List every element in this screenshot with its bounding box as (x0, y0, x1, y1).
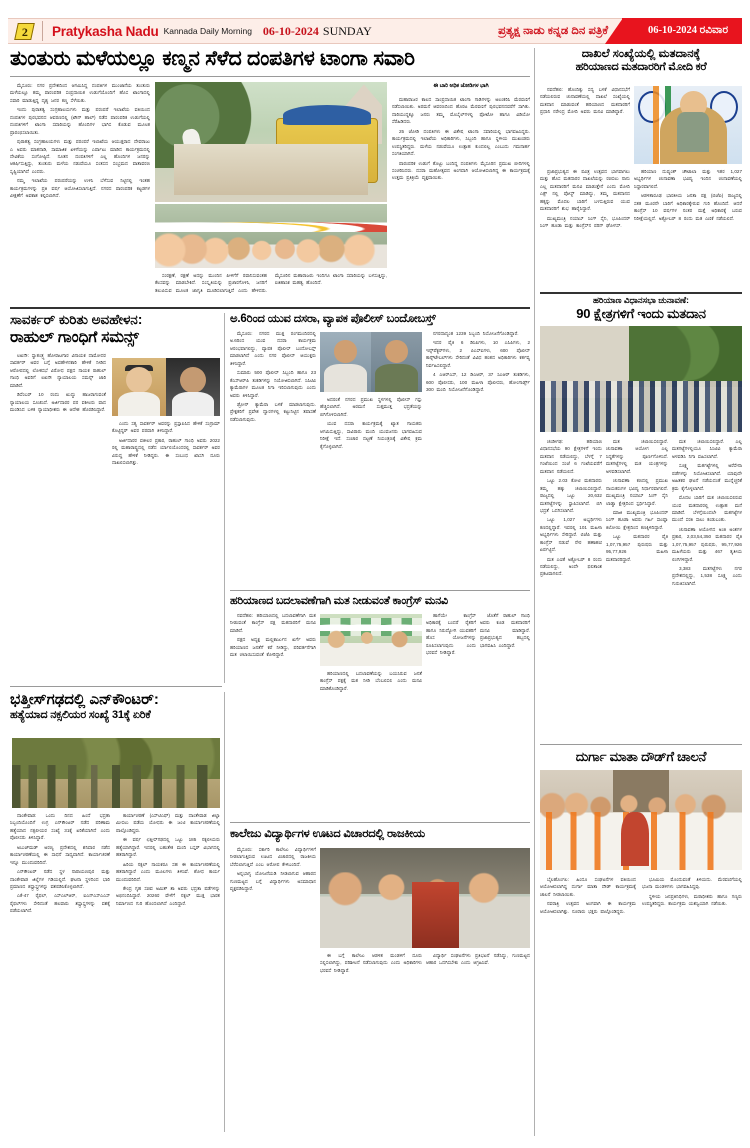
officer-2 (371, 332, 422, 392)
congress-col4 (480, 612, 530, 727)
crowd-row (155, 223, 387, 268)
paragraph: ಕೇಂದ್ರ ಗೃಹ ಸಚಿವ ಅಮಿತ್ ಶಾ ಅವರು ಭದ್ರತಾ ಪಡೆಗಳನ್ನು ಅಭಿನಂದಿಸಿದ್ದಾರೆ. 2026ರ ವೇಳೆಗೆ ನಕ್ಸಲ್ ಮುಕ್ತ ಭಾರತ ನಿರ್ಮಾಣದ ಗುರಿ ಹೊಂದಲಾಗಿದೆ ಎಂದಿದ್ದಾರೆ. (116, 885, 220, 906)
paper-tagline: Kannada Daily Morning (163, 26, 252, 36)
section-rule-4 (10, 686, 222, 687)
face-shape (385, 340, 407, 362)
paragraph: 4 ಎಆರ್‌ಎಸ್, 12 ಡಿಎಆರ್, 37 ಸಿಎಆರ್ ತುಕಡಿಗಳು, 600 ಪೊಲೀಸರು, 100 ಮಹಿಳಾ ಪೊಲೀಸರು, ಹೋಂಗಾರ್ಡ್ಸ್ 300 ಮಂದಿ ನಿಯೋಜನೆಗೊಂಡಿದ್ದಾರೆ. (426, 372, 530, 393)
rahul-portrait (166, 358, 220, 416)
encounter-headline: ಹತ್ಯೆಯಾದ ನಕ್ಸಲಿಯರ ಸಂಖ್ಯೆ 31ಕ್ಕೆ ಏರಿಕೆ (10, 709, 151, 721)
durga-procession-photo (540, 770, 742, 870)
paragraph: ಬೈಲಹೊಂಗಲ: ಹಿಂದೂ ಸಂಘಟನೆಗಳ ವತಿಯಿಂದ ಆಯೋಜಿಸಲಾಗಿದ್ದ ದುರ್ಗಾ ಮಾತಾ ದೌಡ್ ಕಾರ್ಯಕ್ರಮಕ್ಕೆ ಚಾಲನೆ ನೀಡಲಾಯಿತು. (540, 877, 636, 897)
masthead-date-tab: 06-10-2024 ರವಿವಾರ (622, 18, 742, 44)
paragraph: ಎನ್‌ಕೌಂಟರ್ ನಡೆದ ಸ್ಥಳ ನಾರಾಯಣಪುರ ಮತ್ತು ದಾಂತೇವಾಡ ಜಿಲ್ಲೆಗಳ ಗಡಿಯಲ್ಲಿದೆ. ಘಟನಾ ಸ್ಥಳದಿಂದ ಭಾರಿ ಪ್ರಮಾಣದ ಶಸ್ತ್ರಾಸ್ತ್ರಗಳನ್ನು ವಶಪಡಿಸಿಕೊಳ್ಳಲಾಗಿದೆ. (10, 869, 110, 889)
col-divider-1 (534, 48, 535, 304)
paragraph: ನವರಾತ್ರಿ ಉತ್ಸವದ ಅಂಗವಾಗಿ ಈ ಕಾರ್ಯಕ್ರಮ ಆಯೋಜಿಸಲಾಗಿತ್ತು. ನೂರಾರು ಭಕ್ತರು ಪಾಲ್ಗೊಂಡಿದ್ದರು. (540, 901, 636, 914)
masthead (8, 18, 742, 44)
col-divider-3 (224, 692, 225, 1132)
paragraph: ಅಬುಜ್‌ಮಡ್ ಅರಣ್ಯ ಪ್ರದೇಶದಲ್ಲಿ ಶನಿವಾರ ನಡೆದ ಕಾರ್ಯಾಚರಣೆಯಲ್ಲಿ ಈ ಸಾಧನೆ ಸಾಧ್ಯವಾಗಿದೆ. ಕಾರ್ಯಾಚರಣೆ ಇನ್ನೂ ಮುಂದುವರಿದಿದೆ. (10, 844, 110, 865)
section-rule-1 (10, 307, 530, 309)
paragraph: ಯುವ ದಸರಾ ಕಾರ್ಯಕ್ರಮಕ್ಕೆ ಖ್ಯಾತ ಗಾಯಕರು ಆಗಮಿಸುತ್ತಿದ್ದು, ಸಾವಿರಾರು ಮಂದಿ ಯುವಜನರು ಭಾಗವಹಿಸುವ ನಿರೀಕ್ಷೆ ಇದೆ. ಸಂಚಾರ ದಟ್ಟಣೆ ನಿಯಂತ್ರಣಕ್ಕೆ ವಿಶೇಷ ಕ್ರಮ ಕೈಗೊಳ್ಳಲಾಗಿದೆ. (320, 421, 422, 449)
savarkar-portrait (112, 358, 166, 416)
wheel-right (341, 157, 367, 187)
congress-headline: ಹರಿಯಾಣದ ಬದಲಾವಣೆಗಾಗಿ ಮತ ನೀಡುವಂತೆ ಕಾಂಗ್ರೆಸ್ ಮನವಿ (230, 595, 448, 607)
face-shape (180, 367, 206, 393)
paragraph: ಕಾರ್ಯಾಚರಣೆ (ಎಸ್‌ಟಿಎಫ್) ಮತ್ತು ದಾಂತೇವಾಡ ಜಿಲ್ಲಾ ಮೀಸಲು ಪಡೆಯ ಯೋಧರು ಈ ಜಂಟಿ ಕಾರ್ಯಾಚರಣೆಯಲ್ಲಿ ಪಾಲ್ಗೊಂಡಿದ್ದರು. (116, 813, 220, 833)
crowd-photo (155, 204, 387, 268)
paragraph: ಹರಿಯಾಣದಲ್ಲಿ ಬದಲಾವಣೆಯನ್ನು ಬಯಸಿರುವ ಜನತೆ ಕಾಂಗ್ರೆಸ್ ಪಕ್ಷಕ್ಕೆ ಮತ ನೀಡಿ ಬೆಂಬಲಿಸಲಿ ಎಂದು ಮನವಿ ಮಾಡಿಕೊಂಡಿದ್ದಾರೆ. (320, 671, 422, 691)
students-headline: ಕಾಲೇಜು ವಿದ್ಯಾರ್ಥಿಗಳ ಊಟದ ವಿಚಾರದಲ್ಲಿ ರಾಜಕೀಯ (230, 828, 426, 840)
students-meal-photo (320, 848, 530, 948)
dasara-col3 (426, 330, 530, 585)
soldiers-shape (12, 765, 220, 808)
congress-col3 (426, 612, 476, 727)
paragraph: ಪಾರಂಪರಿಕ ಉಡುಗೆ ತೊಟ್ಟು ಬಂದಿದ್ದ ದಂಪತಿಗಳು ಮೈಸೂರಿನ ಪ್ರಮುಖ ಬೀದಿಗಳಲ್ಲಿ ಸಂಚರಿಸಿದರು. ದಸರಾ ಮಹೋತ್ಸವದ ಅಂಗವಾಗಿ ಆಯೋಜಿಸಲಾಗಿದ್ದ ಈ ಕಾರ್ಯಕ್ರಮಕ್ಕೆ ಉತ್ತಮ ಪ್ರತಿಕ್ರಿಯೆ ವ್ಯಕ್ತವಾಯಿತು. (392, 160, 530, 181)
paragraph: ಮೊದಲ ಬಾರಿಗೆ ಮತ ಚಲಾಯಿಸಲಿರುವ ಯುವ ಮತದಾರರಲ್ಲಿ ಉತ್ಸಾಹ ಮನೆ ಮಾಡಿದೆ. ಬೆಳಗ್ಗೆಯಿಂದಲೇ ಮತಗಟ್ಟೆಗಳ ಮುಂದೆ ಸರತಿ ಸಾಲು ಕಂಡುಬಂತು. (672, 495, 742, 523)
durga-col1 (540, 876, 636, 1132)
paragraph: ನಗರದಾದ್ಯಂತ 1239 ಸಿಬ್ಬಂದಿ ನಿಯೋಜನೆಗೊಂಡಿದ್ದಾರೆ. (433, 331, 519, 336)
modi-kicker: ದಾಖಲೆ ಸಂಖ್ಯೆಯಲ್ಲಿ ಮತದಾನಕ್ಕೆ (581, 48, 701, 60)
section-rule-2 (540, 292, 742, 294)
paragraph: ಆಡಳಿತಾರೂಢ ಭಾರತೀಯ ಜನತಾ ಪಕ್ಷ (ಬಿಜೆಪಿ) ರಾಜ್ಯದಲ್ಲಿ ಸತತ ಮೂರನೇ ಬಾರಿಗೆ ಅಧಿಕಾರಕ್ಕೇರುವ ಗುರಿ ಹೊಂದಿದೆ. ಆದರೆ ಕಾಂಗ್ರೆಸ್ 10 ವರ್ಷಗಳ ನಂತರ ಮತ್ತೆ ಅಧಿಕಾರಕ್ಕೆ ಬರುವ ನಿರೀಕ್ಷೆಯಲ್ಲಿದೆ. ಅಕ್ಟೋಬರ್ 8 ರಂದು ಮತ ಎಣಿಕೆ ನಡೆಯಲಿದೆ. (634, 193, 742, 221)
paragraph: ಅದರಂತೆ ನಗರದ ಪ್ರಮುಖ ಸ್ಥಳಗಳಲ್ಲಿ ಪೊಲೀಸ್ ಗಸ್ತು ಹೆಚ್ಚಿಸಲಾಗಿದೆ. ಅರಮನೆ ಸುತ್ತಮುತ್ತ ಭದ್ರತೆಯನ್ನು ಬಿಗಿಗೊಳಿಸಲಾಗಿದೆ. (320, 397, 422, 417)
paragraph: ಚುನಾವಣಾ ಆಯೋಗದ ಅಂಕಿ ಅಂಶಗಳ ಪ್ರಕಾರ, 2,03,54,350 ಮತದಾರರ ಪೈಕಿ 1,07,75,957 ಪುರುಷರು, 95,77,926 ಮಹಿಳೆಯರು ಮತ್ತು 467 ತೃತೀಯ ಲಿಂಗಿಗಳಿದ್ದಾರೆ. (672, 526, 742, 562)
page-number-badge (8, 18, 40, 44)
durga-headline: ದುರ್ಗಾ ಮಾತಾ ದೌಡ್‌ಗೆ ಚಾಲನೆ (575, 749, 707, 764)
lead-rule (10, 76, 530, 77)
section-rule-3 (230, 590, 530, 591)
paragraph: ಚಂಡೀಗಢ: ಹರಿಯಾಣ ವಿಧಾನಸಭೆಯ 90 ಕ್ಷೇತ್ರಗಳಿಗೆ ಇಂದು ಮತದಾನ ನಡೆಯಲಿದ್ದು, ಬೆಳಗ್ಗೆ 7 ಗಂಟೆಯಿಂದ ಸಂಜೆ 6 ಗಂಟೆಯವರೆಗೆ ಮತದಾನ ನಡೆಯಲಿದೆ. (540, 439, 602, 474)
haryana-col1 (540, 438, 602, 738)
congress-leaders-photo (320, 614, 422, 666)
paragraph: ನವದೆಹಲಿ: ಹೊಂದಿಕ್ಕು ಸದ್ಯ ಬಳಕೆ ವಿಧಾನಸಭೆಗೆ ನಡೆಯಲಿರುವ ಚುನಾವಣೆಯಲ್ಲಿ ದಾಖಲೆ ಸಂಖ್ಯೆಯಲ್ಲಿ ಮತದಾನ ಮಾಡುವಂತೆ ಹರಿಯಾಣದ ಮತದಾರರಿಗೆ ಪ್ರಧಾನಿ ನರೇಂದ್ರ ಮೋದಿ ಅವರು ಮನವಿ ಮಾಡಿದ್ದಾರೆ. (540, 87, 630, 115)
paragraph: ಪಕ್ಷದ ಅಧ್ಯಕ್ಷ ಮಲ್ಲಿಕಾರ್ಜುನ ಖರ್ಗೆ ಅವರು ಹರಿಯಾಣದ ಜನತೆಗೆ ಕರೆ ನೀಡಿದ್ದು, ಪರಿವರ್ತನೆಗಾಗಿ ಮತ ಚಲಾಯಿಸುವಂತೆ ಕೋರಿದ್ದಾರೆ. (230, 637, 316, 658)
masthead-divider (42, 21, 43, 41)
face-shape (126, 367, 152, 393)
durga-col2 (642, 876, 742, 1132)
savarkar-headline: ರಾಹುಲ್ ಗಾಂಧಿಗೆ ಸಮನ್ಸ್ (10, 329, 139, 346)
tonga-ride-photo (155, 82, 387, 202)
paragraph: ಸುಮಾರು 500 ಪೊಲೀಸ್ ಸಿಬ್ಬಂದಿ ಹಾಗೂ 23 ಕೆಎಸ್ಆರ್‌ಪಿ ತುಕಡಿಗಳನ್ನು ನಿಯೋಜಿಸಲಾಗಿದೆ. ಸಿಸಿಟಿವಿ ಕ್ಯಾಮೆರಾಗಳ ಮೂಲಕ ನಿಗಾ ಇರಿಸಲಾಗುವುದು ಎಂದು ಅವರು ತಿಳಿಸಿದ್ದಾರೆ. (230, 370, 316, 398)
paragraph: ಹಿರಿಯ ನಕ್ಸಲ್ ನಾಯಕರೂ ಸಹ ಈ ಕಾರ್ಯಾಚರಣೆಯಲ್ಲಿ ಹತರಾಗಿದ್ದಾರೆ ಎಂದು ಮೂಲಗಳು ತಿಳಿಸಿವೆ. ಶೋಧ ಕಾರ್ಯ ಮುಂದುವರಿದಿದೆ. (116, 861, 220, 882)
paragraph: ಒಟ್ಟು ಮತದಾರರ ಪೈಕಿ 1,07,75,957 ಪುರುಷರು ಮತ್ತು 95,77,926 ಮಹಿಳಾ ಮತದಾರರಿದ್ದಾರೆ. (606, 534, 668, 562)
paragraph: ಎಂದು ಸತ್ಯ ಸಾವರ್ಕರ್ ಅವರನ್ನು ಪ್ರಸ್ತಾಪಿಸಿದ ಹೇಳಿಕೆ ಸಂಗ್ರಾಮ್ ಕೊಟ್ಟಿದ್ದರ್ ಅವರ ಪರವಾಗಿ ತಿಳಿಸಿದ್ದಾರೆ. (112, 421, 220, 434)
paragraph: ಮತ ಚಲಾಯಿಸಲಿದ್ದಾರೆ. ಎಲ್ಲ ಮತಗಟ್ಟೆಗಳಲ್ಲಿಯೂ ಸಿಸಿಟಿವಿ ಕ್ಯಾಮೆರಾ ಅಳವಡಿಸಿ ನಿಗಾ ವಹಿಸಲಾಗಿದೆ. (672, 439, 742, 459)
dasara-col2 (320, 396, 422, 586)
paragraph: ಮೈಸೂರು: ನಗರ ಪ್ರದೇಶದಿಂದ ಆಗಮಿಸಿದ್ದ ದಂಪತಿಗಳ ಮುಂಜಾನೆಯ ತುಂತುರು ಮಳೆಯಲ್ಲೂ ತಮ್ಮ ಪಾರಂಪರಿಕ ಸಂಪ್ರದಾಯಿಕ ಉಡುಗೆಯೊಂದಿಗೆ ಹೊಸ ಟಾಂಗಾದಲ್ಲಿ ಸವಾರಿ ಮಾಡುತ್ತಿದ್ದ ದೃಶ್ಯ ಜನರ ಕಣ್ಣ ಸೆಳೆಯಿತು. (10, 83, 150, 103)
paragraph: ಹಾಗೆಯೇ ಕಾಂಗ್ರೆಸ್ ಅಧಿಕಾರಕ್ಕೆ ಬಂದರೆ ರೈತರಿಗೆ ಹಾಗೂ ನಿರುದ್ಯೋಗಿ ಯುವಕರಿಗೆ ಹೊಸ ಯೋಜನೆಗಳನ್ನು ರೂಪಿಸಲಾಗುವುದು ಎಂದು ಭರವಸೆ ನೀಡಿದ್ದಾರೆ. (426, 613, 476, 656)
congress-col1 (230, 612, 316, 727)
haryana-col3 (672, 438, 742, 738)
uniform-shape (375, 364, 418, 392)
paragraph: ವಿದ್ಯಾರ್ಥಿ ಸಂಘಟನೆಗಳು ಪ್ರತಿಭಟನೆ ನಡೆಸಿದ್ದು, ಗುಣಮಟ್ಟದ ಆಹಾರ ಒದಗಿಸಬೇಕು ಎಂದು ಆಗ್ರಹಿಸಿವೆ. (426, 953, 530, 966)
cart-shape (276, 118, 378, 183)
security-forces-photo (12, 738, 220, 808)
paragraph: ಜೊತೆಗೆ ರಾಹುಲ್ ಗಾಂಧಿ ಅವರು ಕೂಡ ಮತದಾರರಿಗೆ ಮನವಿ ಮಾಡಿದ್ದಾರೆ. ಪ್ರಜಾಪ್ರಭುತ್ವದ ಹಬ್ಬದಲ್ಲಿ ಭಾಗವಹಿಸಿ ಎಂದಿದ್ದಾರೆ. (480, 613, 530, 648)
masthead-day: SUNDAY (322, 23, 372, 38)
lead-col2 (155, 272, 387, 306)
paragraph: ಮುಖ್ಯಮಂತ್ರಿ ನಯಾಬ್ ಸಿಂಗ್ ಸೈನಿ, ಭೂಪಿಂದರ್ ಸಿಂಗ್ ಹೂಡಾ ಮತ್ತು ಕಾಂಗ್ರೆಸ್‌ನ ಪರಿನ್ ಘೋಗಸ್. (540, 215, 630, 229)
paragraph: ಅನ್ನಭಾಗ್ಯ ಯೋಜನೆಯಡಿ ನೀಡಲಾಗುವ ಆಹಾರದ ಗುಣಮಟ್ಟದ ಬಗ್ಗೆ ವಿದ್ಯಾರ್ಥಿಗಳು ಅಸಮಾಧಾನ ವ್ಯಕ್ತಪಡಿಸಿದ್ದಾರೆ. (230, 871, 316, 892)
paragraph: ಒಟ್ಟು 1,027 ಅಭ್ಯರ್ಥಿಗಳು ಕಣದಲ್ಲಿದ್ದಾರೆ. ಇವರಲ್ಲಿ 101 ಮಹಿಳಾ ಅಭ್ಯರ್ಥಿಗಳು ಸೇರಿದ್ದಾರೆ. ಬಿಜೆಪಿ ಮತ್ತು ಕಾಂಗ್ರೆಸ್ ನಡುವೆ ನೇರ ಹಣಾಹಣಿ ಏರ್ಪಟ್ಟಿದೆ. (540, 517, 602, 553)
paragraph: ಪುರಾತತ್ವ ಸಂಗ್ರಹಾಲಯಗಳು ಮತ್ತು ಪರಂಪರೆ ಇಲಾಖೆಯ ಆಯುಕ್ತರಾದ ದೇವರಾಜು ಎ ಅವರು ಮಾತನಾಡಿ, ಸಾಮಾಜಿಕ ಏಳಿಗೆಯನ್ನು ಎರ್ಪಾಟು ಮಾಡಿದ ಕಾರ್ಯಕ್ರಮದಲ್ಲಿ ದೇವಿಕೆಯ ಸಂಗೋಷ್ಠಿದೆ. ನೂತನ ದಂಪತಿಗಳಿಗೆ ಎಲ್ಲ ಹೊಂದಿಗಳ ಜನರನ್ನು ಆಕರ್ಷಿಸುತ್ತಿದ್ದು, ತುಂತುರು ಮಳೆಯ ನಡುವೆಯೂ ಸಂತಸದ ಸಂಭ್ರಮದ ವಾತಾವರಣ ಸೃಷ್ಟಿಯಾಗಿದೆ ಎಂದರು. (10, 139, 150, 174)
paragraph: ನಮ್ಮ ಇಲಾಖೆಯ ಪರಂಪರೆಯನ್ನು ಉಳಿಸಿ ಬೆಳೆಸುವ ನಿಟ್ಟಿನಲ್ಲಿ ಇಂತಹ ಕಾರ್ಯಕ್ರಮಗಳನ್ನು ಪ್ರತಿ ವರ್ಷ ಆಯೋಜಿಸಲಾಗುತ್ತಿದೆ. ನಗರದ ಪಾರಂಪರಿಕ ಕಟ್ಟಡಗಳ ವೀಕ್ಷಣೆಗೆ ಅವಕಾಶ ಕಲ್ಪಿಸಲಾಗಿದೆ. (10, 178, 150, 199)
sari-figure (412, 882, 458, 948)
modi-photo (634, 86, 742, 164)
lead-headline: ತುಂತುರು ಮಳೆಯಲ್ಲೂ ಕಣ್ಮನ ಸೆಳೆದ ದಂಪತಿಗಳ ಟಾಂಗಾ ಸವಾರಿ (10, 47, 415, 70)
modi-col1-bottom (540, 168, 630, 290)
paragraph: ಭೂಮಿಯ ಮೊಂದುವಂತೆ ತಿಳಿಯದು. ಮೆರವಣಿಗೆಯಲ್ಲಿ ಭಜನಾ ಮಂಡಳಿಗಳು ಭಾಗವಹಿಸಿದ್ದವು. (642, 877, 742, 890)
haryana-headline: 90 ಕ್ಷೇತ್ರಗಳಿಗೆ ಇಂದು ಮತದಾನ (576, 306, 706, 321)
col-divider-4 (534, 296, 535, 1136)
section-rule-6 (540, 744, 742, 745)
paragraph: ಲಖನೌ: ಸ್ವಾತಂತ್ರ್ಯ ಹೋರಾಟಗಾರ ವಿನಾಯಕ ದಾಮೋದರ ಸಾವರ್ಕರ್ ಅವರ ಬಗ್ಗೆ ಅವಹೇಳನಕಾರಿ ಹೇಳಿಕೆ ನೀಡಿದ ಆರೋಪದಲ್ಲಿ ಲೋಕಸಭೆ ವಿರೋಧ ಪಕ್ಷದ ನಾಯಕ ರಾಹುಲ್ ಗಾಂಧಿ ಅವರಿಗೆ ಲಖನೌ ನ್ಯಾಯಾಲಯ ಸಮನ್ಸ್ ಜಾರಿ ಮಾಡಿದೆ. (10, 353, 106, 388)
col-divider-2 (224, 313, 225, 683)
paragraph: ಅರ್ಜಿದಾರರ ವಕೀಲರ ಪ್ರಕಾರ, ರಾಹುಲ್ ಗಾಂಧಿ ಅವರು 2022 ರಲ್ಲಿ ಮಹಾರಾಷ್ಟ್ರದಲ್ಲಿ ನಡೆದ ರ್ಯಾಲಿಯೊಂದರಲ್ಲಿ ಸಾವರ್ಕರ್ ಅವರ ವಿರುದ್ಧ ಹೇಳಿಕೆ ನೀಡಿದ್ದರು. ಈ ಸಂಬಂಧ ಖಾಸಗಿ ದೂರು ದಾಖಲಿಸಲಾಗಿತ್ತು. (112, 437, 220, 466)
paper-name: Pratykasha Nadu (52, 23, 159, 39)
paragraph: 25 ಜೋಡಿ ದಂಪತಿಗಳು ಈ ವಿಶೇಷ ಟಾಂಗಾ ಸವಾರಿಯಲ್ಲಿ ಭಾಗವಹಿಸಿದ್ದರು. ಕಾರ್ಯಕ್ರಮದಲ್ಲಿ ಇಲಾಖೆಯ ಅಧಿಕಾರಿಗಳು, ಸಿಬ್ಬಂದಿ ಹಾಗೂ ಸ್ಥಳೀಯ ಮುಖಂಡರು ಉಪಸ್ಥಿತರಿದ್ದರು. ಮಳೆಯ ನಡುವೆಯೂ ಉತ್ಸಾಹ ಕುಂದಲಿಲ್ಲ ಎಂಬುದು ಗಮನಾರ್ಹ ಸಂಗತಿಯಾಗಿದೆ. (392, 128, 530, 157)
paragraph: ಸ್ಥಳೀಯ ಜನಪ್ರತಿನಿಧಿಗಳು, ಮಠಾಧೀಶರು ಹಾಗೂ ಗಣ್ಯರು ಉಪಸ್ಥಿತರಿದ್ದರು. ಕಾರ್ಯಕ್ರಮ ಯಶಸ್ವಿಯಾಗಿ ನಡೆಯಿತು. (642, 893, 742, 907)
paragraph: ಈ ವರ್ಷ ಛತ್ತೀಸ್‌ಗಢದಲ್ಲಿ ಒಟ್ಟು 185 ನಕ್ಸಲೀಯರು ಹತ್ಯೆಯಾಗಿದ್ದಾರೆ. ಇದರಲ್ಲಿ ಬಹುತೇಕ ಮಂದಿ ಬಸ್ತರ್ ವಿಭಾಗದಲ್ಲಿ ಹತರಾಗಿದ್ದಾರೆ. (116, 837, 220, 858)
torso-shape (118, 392, 159, 416)
savarkar-col2 (112, 420, 220, 682)
uniform-shape (324, 364, 367, 392)
paragraph: 3,383 ಮತಗಟ್ಟೆಗಳು ನಗರ ಪ್ರದೇಶದಲ್ಲಿದ್ದು, 1,538 ಸೂಕ್ಷ್ಮ ಎಂದು ಗುರುತಿಸಲಾಗಿದೆ. (672, 566, 742, 586)
students-col2 (320, 952, 422, 1132)
students-col1 (230, 846, 316, 1132)
paragraph: ನವದೆಹಲಿ: ಹರಿಯಾಣದಲ್ಲಿ ಬದಲಾವಣೆಗಾಗಿ ಮತ ನೀಡುವಂತೆ ಕಾಂಗ್ರೆಸ್ ಪಕ್ಷ ಮತದಾರರಿಗೆ ಮನವಿ ಮಾಡಿದೆ. (230, 613, 316, 633)
officer-1 (320, 332, 371, 392)
swami-figure (621, 812, 649, 866)
haryana-kicker: ಹರಿಯಾಣ ವಿಧಾನಸಭಾ ಚುನಾವಣೆ: (593, 295, 689, 305)
paragraph: ಇಂದು ಪುರಾತತ್ವ ಸಂಗ್ರಹಾಲಯಗಳು ಮತ್ತು ಪರಂಪರೆ ಇಲಾಖೆಯ ವತಿಯಿಂದ ದಂಪತಿಗಳ ಪುರಭವನದ ಆವರಣದಲ್ಲಿ (ಟೌನ್ ಹಾಲ್) ನಡೆದ ಪಾರಂಪರಿಕ ಉಡುಗೆಯಲ್ಲಿ ದಂಪತಿಗಳಿಗೆ ಟಾಂಗಾ ಸವಾರಿಯನ್ನು ಹೊಂದಿಗಳ ಭಾಗಿಸ ಕೊಡುವ ಮೂಲಕ ಪ್ರಾರಂಭಿಸಲಾಯಿತು. (10, 107, 150, 135)
modi-col1-top (540, 86, 630, 164)
polling-queue-photo (540, 326, 742, 432)
dasara-col1 (230, 330, 316, 585)
modi-headline: ಹರಿಯಾಣದ ಮತದಾರರಿಗೆ ಮೋದಿ ಕರೆ (575, 61, 707, 73)
savarkar-rahul-photo (112, 358, 220, 416)
paragraph: ಒಟ್ಟು 2.03 ಕೋಟಿ ಮತದಾರರು ತಮ್ಮ ಹಕ್ಕು ಚಲಾಯಿಸಲಿದ್ದಾರೆ. ರಾಜ್ಯದಲ್ಲಿ ಒಟ್ಟು 20,632 ಮತಗಟ್ಟೆಗಳನ್ನು ಸ್ಥಾಪಿಸಲಾಗಿದೆ. ಬಿಗಿ ಭದ್ರತೆ ಒದಗಿಸಲಾಗಿದೆ. (540, 478, 602, 513)
canopy-shape (283, 105, 371, 125)
wheel-left (285, 157, 311, 187)
trees-shape (629, 326, 742, 387)
savarkar-col1 (10, 352, 106, 682)
paragraph: ದಾಂತೇವಾಡ: ಒಂದು ದಿನದ ಹಿಂದೆ ಭದ್ರತಾ ಸಿಬ್ಬಂದಿಯೊಂದಿಗೆ ಉಗ್ರ ಎನ್‌ಕೌಂಟರ್ ನಡೆದ ಪರಿಣಾಮ ಹತ್ಯೆಯಾದ ನಕ್ಸಲೀಯರ ಸಂಖ್ಯೆ 31ಕ್ಕೆ ಏರಿಕೆಯಾಗಿದೆ ಎಂದು ಪೊಲೀಸರು ತಿಳಿಸಿದ್ದಾರೆ. (10, 813, 110, 841)
paragraph: ಇದರ ಪೈಕಿ 6 ಡಿಸಿಪಿಗಳು, 10 ಎಸಿಪಿಗಳು, 2 ಇನ್ಸ್‌ಪೆಕ್ಟರ್‌ಗಳು, 2 ಪಿಎಸ್ಐಗಳು, 600 ಪೊಲೀಸ್ ಕಾನ್ಸ್‌ಟೇಬಲ್‌ಗಳು ಸೇರಿದಂತೆ ವಿವಿಧ ಹಂತದ ಅಧಿಕಾರಿಗಳು ಕರ್ತವ್ಯ ನಿರ್ವಹಿಸಲಿದ್ದಾರೆ. (426, 340, 530, 368)
encounter-col2 (116, 812, 220, 1132)
leaders-shape (320, 630, 422, 666)
face-shape (334, 340, 356, 362)
police-officers-photo (320, 332, 422, 392)
paragraph: ಡ್ರೋನ್ ಕ್ಯಾಮೆರಾ ಬಳಕೆ ಮಾಡಲಾಗುವುದು. ಪ್ರೇಕ್ಷಕರಿಗೆ ಪ್ರವೇಶ ದ್ವಾರಗಳಲ್ಲಿ ಕಟ್ಟುನಿಟ್ಟಿನ ತಪಾಸಣೆ ನಡೆಸಲಾಗುವುದು. (230, 401, 316, 422)
paragraph: ಈ ಬಗ್ಗೆ ಕಾಲೇಜು ಆಡಳಿತ ಮಂಡಳಿಗೆ ದೂರು ಸಲ್ಲಿಸಲಾಗಿದ್ದು, ಪರಿಶೀಲನೆ ನಡೆಸಲಾಗುವುದು ಎಂದು ಅಧಿಕಾರಿಗಳು ಭರವಸೆ ನೀಡಿದ್ದಾರೆ. (320, 953, 422, 973)
lead-col3 (392, 96, 530, 304)
diamond-shape (14, 23, 35, 40)
paragraph: ಸೂಕ್ಷ್ಮ ಮತಗಟ್ಟೆಗಳಲ್ಲಿ ಅರೆಸೇನಾ ಪಡೆಗಳನ್ನು ನಿಯೋಜಿಸಲಾಗಿದೆ. ಯಾವುದೇ ಅಹಿತಕರ ಘಟನೆ ನಡೆಯದಂತೆ ಮುನ್ನೆಚ್ಚರಿಕೆ ಕ್ರಮ ಕೈಗೊಳ್ಳಲಾಗಿದೆ. (672, 463, 742, 491)
paragraph: ಚುನಾವಣಾ ಕಣದಲ್ಲಿ ಪ್ರಮುಖ ನಾಯಕರುಗಳ ಭವಿಷ್ಯ ನಿರ್ಧಾರವಾಗಲಿದೆ. ಮುಖ್ಯಮಂತ್ರಿ ನಯಾಬ್ ಸಿಂಗ್ ಸೈನಿ ಲಾಡ್ವಾ ಕ್ಷೇತ್ರದಿಂದ ಸ್ಪರ್ಧಿಸಿದ್ದಾರೆ. (606, 478, 668, 506)
kannada-paper-name: ಪ್ರತ್ಯಕ್ಷ ನಾಡು ಕನ್ನಡ ದಿನ ಪತ್ರಿಕೆ (498, 24, 609, 37)
paragraph: ಮೈಸೂರು: ಸರ್ಕಾರಿ ಕಾಲೇಜು ವಿದ್ಯಾರ್ಥಿಗಳಿಗೆ ನೀಡಲಾಗುತ್ತಿರುವ ಊಟದ ವಿಚಾರದಲ್ಲಿ ರಾಜಕೀಯ ಬೆರೆಸಲಾಗುತ್ತಿದೆ ಎಂಬ ಆರೋಪ ಕೇಳಿಬಂದಿದೆ. (230, 847, 316, 867)
lead-col1 (10, 82, 150, 304)
paragraph: ಪ್ರಜಾಪ್ರಭುತ್ವದ ಈ ಪವಿತ್ರ ಉತ್ಸವದ ಭಾಗವಾಗಲು ಮತ್ತು ಹೊಸ ಮತದಾರರ ದಾಖಲೆಯನ್ನು ರಚಿಸಲು ನಾನು ಎಲ್ಲ ಮತದಾರರಿಗೆ ಮನವಿ ಮಾಡುತ್ತೇನೆ ಎಂದು ಮೋದಿ ಎಕ್ಸ್ ನಲ್ಲಿ ಪೋಸ್ಟ್ ಮಾಡಿದ್ದು, ತಮ್ಮ ಮತದಾನದ ಹಕ್ಕನ್ನು ಮೊದಲ ಬಾರಿಗೆ ಬಳಸುತ್ತಿರುವ ಯುವ ಮತದಾರರಿಗೆ ಶುಭ ಹಾರೈಸಿದ್ದಾರೆ. (540, 169, 630, 212)
modi-figure (660, 106, 727, 164)
masthead-date: 06-10-2024 (262, 23, 319, 38)
paragraph: ಮತ ಎಣಿಕೆ ಅಕ್ಟೋಬರ್ 8 ರಂದು ನಡೆಯಲಿದ್ದು, ಅಂದೇ ಫಲಿತಾಂಶ ಪ್ರಕಟವಾಗಲಿದೆ. (540, 556, 602, 577)
paragraph: ಮತ ಚಲಾಯಿಸಲಿದ್ದಾರೆ. ಚುನಾವಣಾ ಆಯೋಗ ಎಲ್ಲ ಸಿದ್ಧತೆಗಳನ್ನು ಪೂರ್ಣಗೊಳಿಸಿದೆ. ಮತಗಟ್ಟೆಗಳಲ್ಲಿ ಮತ ಯಂತ್ರಗಳನ್ನು ಅಳವಡಿಸಲಾಗಿದೆ. (606, 439, 668, 474)
paragraph: ಸಂರಕ್ಷಣೆ, ರಕ್ಷಣೆ ಅದನ್ನು ಮುಂದಿನ ಪೀಳಿಗೆಗೆ ರವಾನಿಸುವಂತಹ ಕೆಲಸವನ್ನು ಮಾಡಬೇಕಿದೆ. ಸಂಸ್ಕೃತಿಯನ್ನು ಪ್ರಚಾರಗೊಳಿಸಿ, ಜನರಿಗೆ ತಲುಪಿಸುವ ಮೂಲಕ ಜಾಗೃತಿ ಮೂಡಿಸಲಾಗುತ್ತಿದೆ ಎಂದು ಹೇಳಿದರು. ಮೈಸೂರಿನ ಮಹಾರಾಜರು ಇಂದಿಗೂ ಟಾಂಗಾ ಸವಾರಿಯನ್ನು ಬಳಸುತ್ತಿದ್ದು, ಐತಿಹಾಸಿಕ ಮಹತ್ವ ಹೊಂದಿದೆ. (155, 273, 387, 293)
horse-shape (192, 144, 271, 180)
savarkar-kicker: ಸಾವರ್ಕರ್ ಕುರಿತು ಅವಹೇಳನ: (10, 312, 143, 327)
paragraph: ಮೈಸೂರು: ನಗರದ ಮುಕ್ತ ರಂಗಮಂದಿರದಲ್ಲಿ ಅ.6ರಿಂದ ಯುವ ದಸರಾ ಕಾರ್ಯಕ್ರಮ ಆರಂಭವಾಗಲಿದ್ದು, ವ್ಯಾಪಕ ಪೊಲೀಸ್ ಬಂದೋಬಸ್ತ್ ಮಾಡಲಾಗಿದೆ ಎಂದು ನಗರ ಪೊಲೀಸ್ ಆಯುಕ್ತರು ತಿಳಿಸಿದ್ದಾರೆ. (230, 331, 316, 366)
page-number: 2 (21, 24, 27, 38)
dasara-headline: ಅ.6ರಿಂದ ಯುವ ದಸರಾ, ವ್ಯಾಪಕ ಪೊಲೀಸ್ ಬಂದೋಬಸ್ತ್ (230, 313, 436, 325)
encounter-col1 (10, 812, 110, 1132)
voter-queue (540, 381, 742, 432)
haryana-col2 (606, 438, 668, 738)
students-col3 (426, 952, 530, 1132)
paragraph: ಮಾಜಿ ಮುಖ್ಯಮಂತ್ರಿ ಭೂಪಿಂದರ್ ಸಿಂಗ್ ಹೂಡಾ ಅವರು ಗರ್ಹಿ ಸಾಂಪ್ಲಾ ಕಿಲೋಯಿ ಕ್ಷೇತ್ರದಿಂದ ಕಣಕ್ಕಿಳಿದಿದ್ದಾರೆ. (606, 509, 668, 530)
lead-subhead: ಈ ಬಾರಿ ಅಧಿಕ ಜೋಡಿಗಳ ಭಾಗಿ (433, 83, 489, 89)
paragraph: ಎಕೆ-47 ರೈಫಲ್, ಎಸ್‌ಎಲ್‌ಆರ್, ಐಎನ್‌ಎಸ್‌ಎಎಸ್ ರೈಫಲ್‌ಗಳು ಸೇರಿದಂತೆ ಹಲವಾರು ಶಸ್ತ್ರಾಸ್ತ್ರಗಳನ್ನು ವಶಕ್ಕೆ ಪಡೆಯಲಾಗಿದೆ. (10, 893, 110, 914)
paragraph: ಹರಿಯಾಣ ದುಷ್ಯಂತ್ ಚೌಟಾಲಾ ಮತ್ತು ಇತರ 1,027 ಅಭ್ಯರ್ಥಿಗಳ ಚುನಾವಣಾ ಭವಿಷ್ಯ ಇಂದಿನ ಚುನಾವಣೆಯಲ್ಲಿ ಸಿದ್ಧಾರವಾಗಲಿದೆ. (634, 169, 742, 189)
encounter-kicker: ಭತ್ತೀಸ್‌ಗಢದಲ್ಲಿ ಎನ್‌ಕೌಂಟರ್: (10, 691, 159, 708)
modi-col2 (634, 168, 742, 290)
torso-shape (172, 392, 213, 416)
section-rule-5 (230, 822, 530, 823)
paragraph: ಡಿಸೆಂಬರ್ 10 ರಂದು ಖುದ್ದು ಹಾಜರಾಗುವಂತೆ ನ್ಯಾಯಾಲಯ ಸೂಚಿಸಿದೆ. ಅರ್ಜಿದಾರರ ಪರ ವಕೀಲರು ವಾದ ಮಂಡಿಸಿದ ಬಳಿಕ ನ್ಯಾಯಾಧೀಶರು ಈ ಆದೇಶ ಹೊರಡಿಸಿದ್ದಾರೆ. (10, 392, 106, 413)
paragraph: ಮಹಾರಾಜರ ಕಾಲದ ಸಾಂಪ್ರದಾಯಿಕ ಟಾಂಗಾ ಗಾಡಿಗಳನ್ನು ಅಲಂಕರಿಸಿ ಮೆರವಣಿಗೆ ನಡೆಸಲಾಯಿತು. ಅರಮನೆ ಆವರಣದಿಂದ ಹೊರಟ ಮೆರವಣಿಗೆ ಪುರಭವನದವರೆಗೆ ಸಾಗಿತು. ದಾರಿಯುದ್ದಕ್ಕೂ ಜನರು ತಮ್ಮ ಮೊಬೈಲ್‌ಗಳಲ್ಲಿ ಫೋಟೋ ಹಾಗೂ ವಿಡಿಯೋ ಸೆರೆಹಿಡಿದರು. (392, 97, 530, 125)
congress-col2 (320, 670, 422, 728)
